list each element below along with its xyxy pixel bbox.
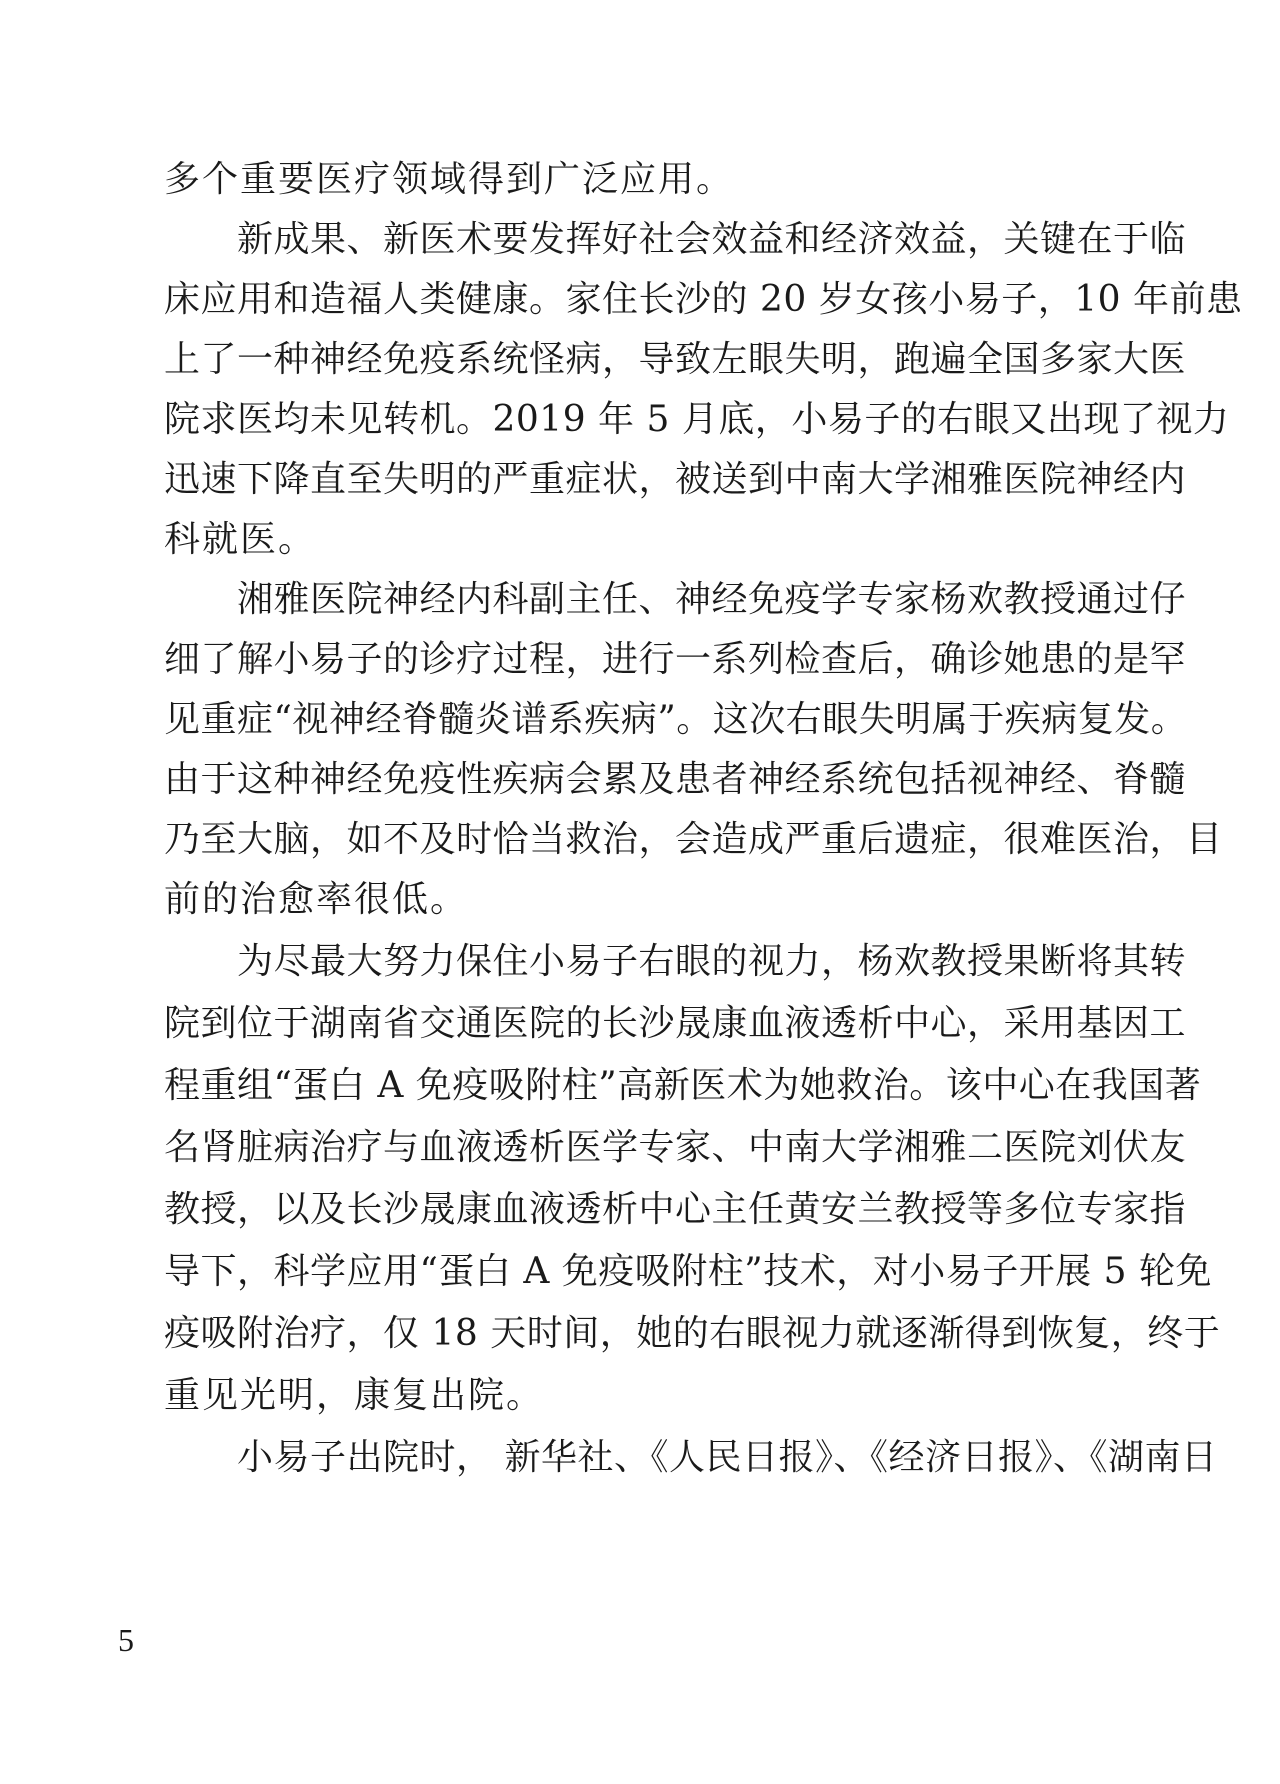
text-line: 多个重要医疗领域得到广泛应用。	[164, 159, 735, 200]
text-line: 由于这种神经免疫性疾病会累及患者神经系统包括视神经、脊髓	[164, 759, 1187, 800]
text-line: 见重症“视神经脊髓炎谱系疾病”。这次右眼失明属于疾病复发。	[164, 699, 1188, 740]
text-line: 疫吸附治疗，仅 18 天时间，她的右眼视力就逐渐得到恢复，终于	[164, 1313, 1221, 1354]
text-line: 细了解小易子的诊疗过程，进行一系列检查后，确诊她患的是罕	[164, 639, 1187, 680]
text-line: 院到位于湖南省交通医院的长沙晟康血液透析中心，采用基因工	[164, 1003, 1187, 1044]
text-line: 重见光明，康复出院。	[164, 1375, 545, 1416]
text-line: 新成果、新医术要发挥好社会效益和经济效益，关键在于临	[164, 219, 1187, 260]
text-line: 程重组“蛋白 A 免疫吸附柱”高新医术为她救治。该中心在我国著	[164, 1065, 1202, 1106]
text-line: 院求医均未见转机。2019 年 5 月底，小易子的右眼又出现了视力	[164, 399, 1230, 440]
text-line: 为尽最大努力保住小易子右眼的视力，杨欢教授果断将其转	[164, 941, 1187, 982]
text-line: 科就医。	[164, 519, 317, 560]
text-line: 乃至大脑，如不及时恰当救治，会造成严重后遗症，很难医治，目	[164, 819, 1223, 860]
text-line: 前的治愈率很低。	[164, 879, 469, 920]
text-line: 小易子出院时， 新华社、《人民日报》、《经济日报》、《湖南日	[164, 1437, 1218, 1478]
text-line: 导下，科学应用“蛋白 A 免疫吸附柱”技术，对小易子开展 5 轮免	[164, 1251, 1212, 1292]
text-line: 名肾脏病治疗与血液透析医学专家、中南大学湘雅二医院刘伏友	[164, 1127, 1187, 1168]
text-line: 教授，以及长沙晟康血液透析中心主任黄安兰教授等多位专家指	[164, 1189, 1187, 1230]
text-line: 湘雅医院神经内科副主任、神经免疫学专家杨欢教授通过仔	[164, 579, 1187, 620]
text-line: 上了一种神经免疫系统怪病，导致左眼失明，跑遍全国多家大医	[164, 339, 1187, 380]
text-line: 床应用和造福人类健康。家住长沙的 20 岁女孩小易子，10 年前患	[164, 279, 1243, 320]
page-number: 5	[118, 1622, 134, 1658]
text-line: 迅速下降直至失明的严重症状，被送到中南大学湘雅医院神经内	[164, 459, 1187, 500]
